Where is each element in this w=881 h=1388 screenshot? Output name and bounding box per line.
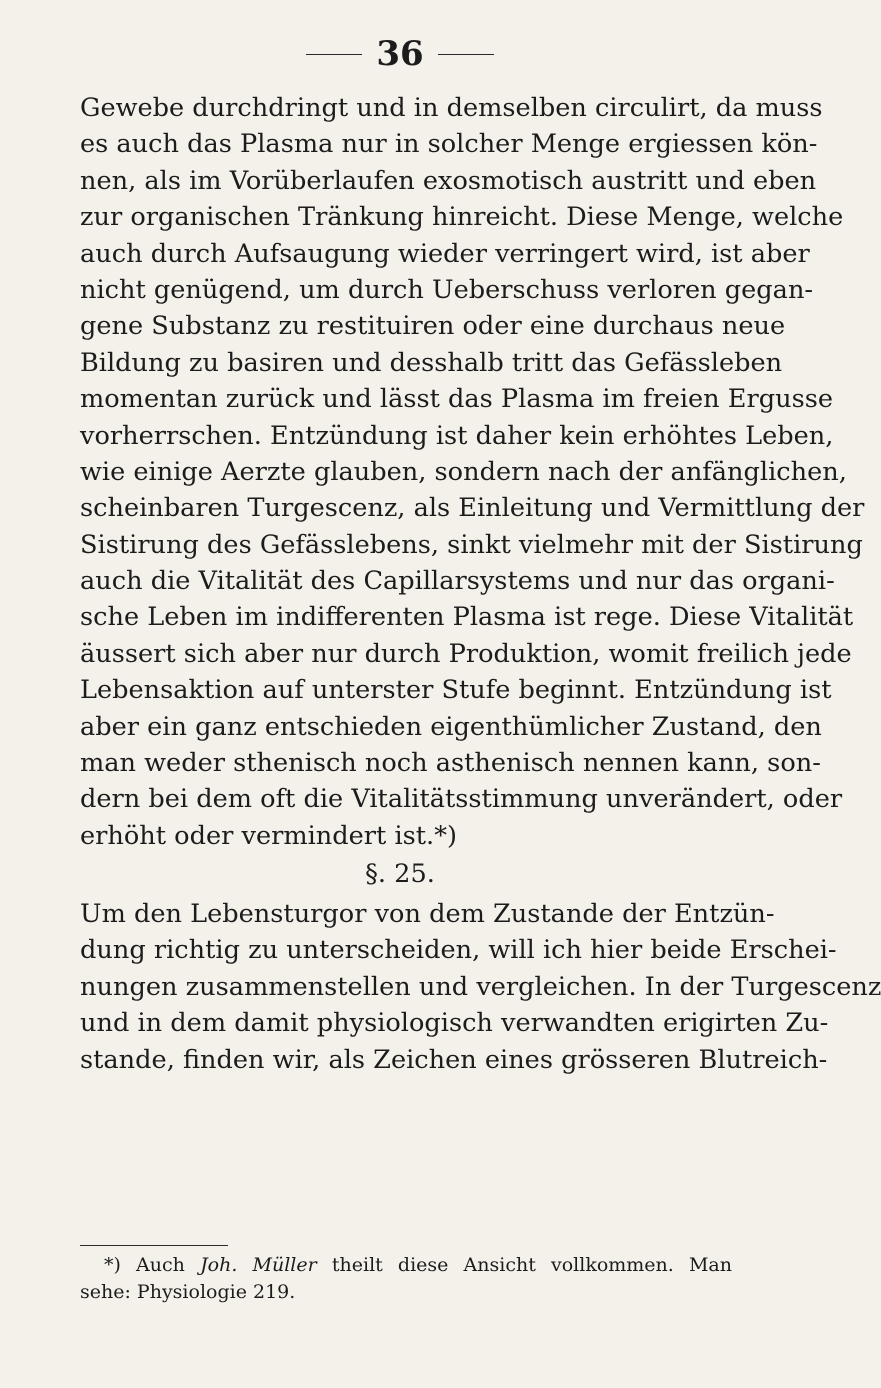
text-line: gene Substanz zu restituiren oder eine durchaus neue [80, 311, 786, 342]
page-header [0, 34, 800, 74]
text-line: Um den Lebensturgor von dem Zustande der Entzün- [80, 899, 775, 929]
text-line: es auch das Plasma nur in solcher Menge ergiessen kön- [80, 129, 818, 160]
text-line: erhöht oder vermindert ist.*) [80, 820, 457, 851]
footnote-text: theilt diese Ansicht vollkommen. Man [331, 1254, 732, 1276]
text-line: Gewebe durchdringt und in demselben circulirt, da muss [80, 93, 823, 123]
footnote [80, 1252, 732, 1306]
text-line: zur organischen Tränkung hinreicht. Diese Menge, welche [80, 202, 844, 233]
text-line: man weder sthenisch noch asthenisch nennen kann, son- [80, 748, 821, 779]
text-line: nungen zusammenstellen und vergleichen. In der Turgescenz [80, 971, 881, 1002]
text-line: Sistirung des Gefässlebens, sinkt vielmehr mit der Sistirung [80, 529, 863, 560]
text-line: nicht genügend, um durch Ueberschuss verloren gegan- [80, 274, 814, 305]
text-line: vorherrschen. Entzündung ist daher kein erhöhtes Leben, [80, 420, 834, 451]
paragraph-1 [80, 90, 865, 854]
text-line: sche Leben im indifferenten Plasma ist rege. Diese Vitalität [80, 602, 854, 633]
footnote-rule [80, 1245, 228, 1246]
text-line: momentan zurück und lässt das Plasma im freien Ergusse [80, 384, 833, 415]
section-heading: §. 25. [365, 859, 435, 889]
footnote-author: Joh. Müller [200, 1254, 317, 1276]
text-line: dern bei dem oft die Vitalitätsstimmung unverändert, oder [80, 784, 843, 815]
footnote-line-2: sehe: Physiologie 219. [80, 1281, 296, 1303]
text-line: Lebensaktion auf unterster Stufe beginnt. Entzündung ist [80, 675, 832, 706]
text-line: wie einige Aerzte glauben, sondern nach der anfänglichen, [80, 456, 847, 487]
text-line: stande, finden wir, als Zeichen eines grösseren Blutreich- [80, 1044, 828, 1075]
page-number: 36 [376, 34, 424, 74]
text-line: nen, als im Vorüberlaufen exosmotisch austritt und eben [80, 165, 817, 196]
text-line: scheinbaren Turgescenz, als Einleitung und Vermittlung der [80, 493, 865, 524]
text-line: und in dem damit physiologisch verwandten erigirten Zu- [80, 1008, 829, 1039]
text-line: auch durch Aufsaugung wieder verringert wird, ist aber [80, 238, 810, 269]
header-rule-left [306, 54, 362, 55]
text-line: Bildung zu basiren und desshalb tritt das Gefässleben [80, 347, 783, 378]
footnote-line-1 [80, 1252, 732, 1279]
text-line: äussert sich aber nur durch Produktion, womit freilich jede [80, 638, 852, 669]
header-rule-right [438, 54, 494, 55]
text-line: auch die Vitalität des Capillarsystems und nur das organi- [80, 566, 835, 597]
text-line: dung richtig zu unterscheiden, will ich hier beide Erschei- [80, 935, 837, 966]
footnote-marker: *) Auch [104, 1254, 185, 1276]
paragraph-2 [80, 896, 881, 1078]
text-line: aber ein ganz entschieden eigenthümlicher Zustand, den [80, 711, 822, 742]
